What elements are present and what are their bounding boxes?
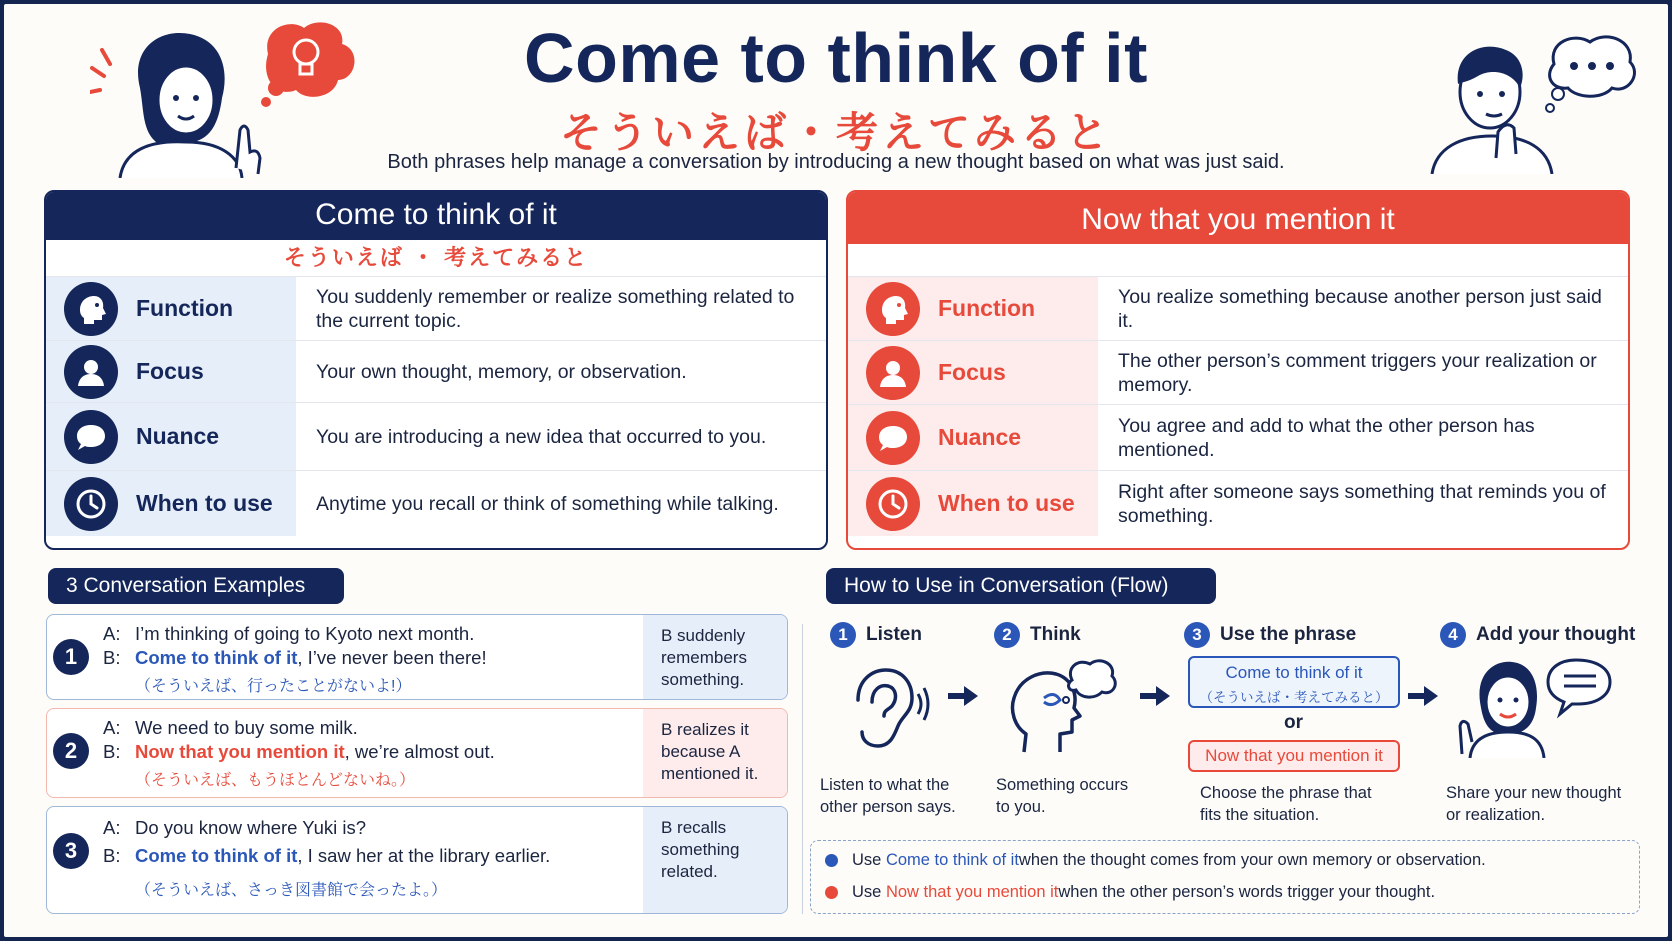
nuance-row — [848, 404, 1628, 470]
step-description: Choose the phrase that fits the situation. — [1200, 784, 1372, 824]
row-label: Function — [136, 295, 234, 321]
step-listen — [830, 622, 922, 648]
speaker-label: A: — [103, 717, 121, 738]
tip-phrase: Now that you mention it — [885, 883, 1059, 901]
example-note: B recalls something related. — [643, 807, 787, 913]
tip-now-that-you-mention — [825, 883, 1435, 902]
card-title: Come to think of it — [46, 192, 826, 240]
infographic — [4, 4, 1668, 937]
head-speaking-icon — [866, 282, 920, 336]
arrow-right-icon — [946, 684, 980, 708]
speaker-label: B: — [103, 647, 121, 668]
person-speaking-icon — [1450, 654, 1632, 758]
line-a-text: Do you know where Yuki is? — [135, 817, 367, 838]
step-add-thought — [1440, 622, 1635, 648]
row-label: Nuance — [136, 423, 220, 449]
line-a-text: We need to buy some milk. — [135, 717, 358, 738]
page-title: Come to think of it — [524, 19, 1148, 97]
phrase-now-that-you-mention: Now that you mention it — [1188, 740, 1400, 772]
row-text: You suddenly remember or realize something related to the current topic. — [316, 285, 795, 332]
example-note: B realizes it because A mentioned it. — [643, 709, 787, 797]
ear-icon — [840, 664, 930, 754]
step-title: Listen — [866, 624, 922, 645]
tip-prefix: Use — [852, 851, 882, 869]
blue-dot-icon — [825, 854, 838, 867]
thinking-head-icon — [1004, 654, 1120, 754]
japanese-translation: （そういえば、行ったことがないよ!） — [135, 678, 412, 695]
phrase-japanese: （そういえば・考えてみると） — [1199, 690, 1389, 705]
key-phrase: Come to think of it — [135, 845, 298, 866]
arrow-right-icon — [1406, 684, 1440, 708]
speaker-label: B: — [103, 741, 121, 762]
row-text: You realize something because another person just said it. — [1118, 285, 1602, 332]
step-use-phrase — [1184, 622, 1356, 648]
now-that-you-mention-card — [846, 190, 1630, 550]
key-phrase: Come to think of it — [135, 647, 298, 668]
line-b-text: , I saw her at the library earlier. — [297, 845, 551, 866]
row-text: The other person’s comment triggers your realization or memory. — [1118, 349, 1597, 396]
focus-row — [848, 340, 1628, 404]
come-to-think-card — [44, 190, 828, 550]
row-text: Your own thought, memory, or observation. — [316, 360, 687, 383]
row-label: Function — [938, 295, 1036, 321]
tip-suffix: when the other person’s words trigger your thought. — [1058, 883, 1436, 901]
function-row — [46, 276, 826, 340]
row-label: When to use — [938, 490, 1075, 516]
page-subtitle: Both phrases help manage a conversation by introducing a new thought based on what was just said. — [387, 151, 1285, 173]
person-icon — [866, 346, 920, 400]
flow-heading: How to Use in Conversation (Flow) — [826, 568, 1216, 604]
phrase-come-to-think — [1188, 656, 1400, 708]
speaker-label: A: — [103, 623, 121, 644]
nuance-row — [46, 402, 826, 470]
step-description: Listen to what the other person says. — [820, 776, 956, 816]
step-number: 2 — [994, 622, 1020, 648]
row-text: You agree and add to what the other person has mentioned. — [1118, 414, 1535, 461]
clock-icon — [64, 477, 118, 531]
tip-come-to-think — [825, 851, 1486, 870]
example-note: B suddenly remembers something. — [643, 615, 787, 699]
tip-suffix: when the thought comes from your own memory or observation. — [1018, 851, 1486, 869]
function-row — [848, 276, 1628, 340]
card-title-japanese: そういえば ・ 考えてみると — [283, 245, 589, 270]
phrase-text: Come to think of it — [1225, 663, 1363, 682]
usage-tips-box — [810, 840, 1640, 914]
speech-bubble-icon — [866, 411, 920, 465]
example-card — [46, 806, 788, 914]
step-description: Something occurs to you. — [996, 776, 1129, 816]
example-number: 3 — [53, 833, 89, 869]
example-card — [46, 708, 788, 798]
step-title: Add your thought — [1476, 624, 1636, 645]
speaker-label: B: — [103, 845, 121, 866]
line-b-text: , we’re almost out. — [344, 741, 495, 762]
card-title: Now that you mention it — [848, 192, 1628, 244]
line-b-text: , I’ve never been there! — [297, 647, 487, 668]
examples-heading: 3 Conversation Examples — [48, 568, 344, 604]
row-label: Focus — [136, 358, 204, 384]
step-number: 3 — [1184, 622, 1210, 648]
clock-icon — [866, 477, 920, 531]
step-number: 4 — [1440, 622, 1466, 648]
section-divider — [802, 624, 803, 914]
row-label: Nuance — [938, 424, 1022, 450]
line-a-text: I’m thinking of going to Kyoto next month. — [135, 623, 475, 644]
row-label: When to use — [136, 490, 273, 516]
example-card — [46, 614, 788, 700]
step-description: Share your new thought or realization. — [1446, 784, 1622, 824]
step-think — [994, 622, 1081, 648]
when-to-use-row — [848, 470, 1628, 536]
focus-row — [46, 340, 826, 402]
arrow-right-icon — [1138, 684, 1172, 708]
head-speaking-icon — [64, 282, 118, 336]
page-title-japanese: そういえば・考えてみると — [559, 109, 1112, 156]
japanese-translation: （そういえば、さっき図書館で会ったよ。） — [135, 882, 448, 899]
speech-bubble-icon — [64, 410, 118, 464]
tip-prefix: Use — [852, 883, 882, 901]
step-number: 1 — [830, 622, 856, 648]
japanese-translation: （そういえば、もうほとんどないね。） — [135, 772, 416, 789]
row-text: You are introducing a new idea that occurred to you. — [316, 425, 767, 448]
speaker-label: A: — [103, 817, 121, 838]
red-dot-icon — [825, 886, 838, 899]
tip-phrase: Come to think of it — [885, 851, 1019, 869]
example-number: 2 — [53, 733, 89, 769]
or-label: or — [1284, 712, 1303, 733]
row-text: Anytime you recall or think of something while talking. — [316, 492, 779, 515]
person-icon — [64, 345, 118, 399]
row-text: Right after someone says something that reminds you of something. — [1118, 480, 1606, 527]
when-to-use-row — [46, 470, 826, 536]
step-title: Use the phrase — [1220, 624, 1357, 645]
row-label: Focus — [938, 359, 1006, 385]
step-title: Think — [1030, 624, 1081, 645]
example-number: 1 — [53, 639, 89, 675]
key-phrase: Now that you mention it — [135, 741, 345, 762]
